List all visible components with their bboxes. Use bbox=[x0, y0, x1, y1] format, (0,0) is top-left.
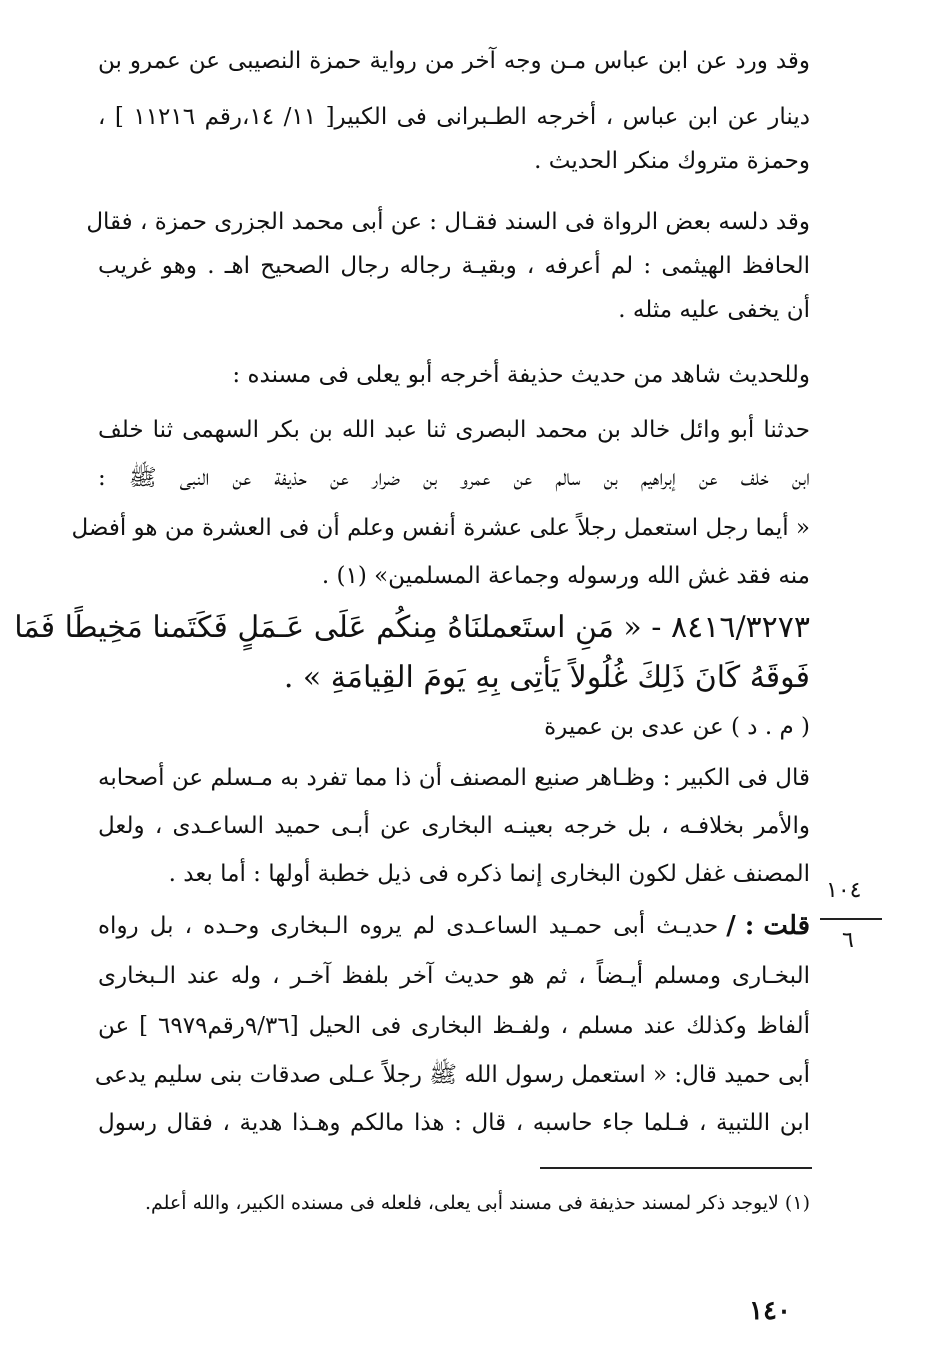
text-line: ألفاظ وكذلك عند مسلم ، ولفـظ البخارى فى الحيل [٩/٣٦رقم٦٩٧٩ ] عن bbox=[98, 1013, 810, 1039]
text-line: وللحديث شاهد من حديث حذيفة أخرجه أبو يعلى فى مسنده : bbox=[232, 362, 810, 388]
qult-line bbox=[98, 906, 810, 946]
text-line: قال فى الكبير : وظـاهر صنيع المصنف أن ذا مما تفرد به مـسلم عن أصحابه bbox=[98, 765, 810, 791]
text-line: والأمر بخلافـه ، بل خرجه بعينـه البخارى عن أبـى حميد الساعـدى ، ولعل bbox=[98, 813, 810, 839]
text-line: ابن اللتبية ، فـلما جاء حاسبه ، قال : هذا مالكم وهـذا هدية ، فقال رسول bbox=[98, 1110, 810, 1136]
footnote-divider bbox=[540, 1167, 812, 1169]
text-line: حدثنا أبو وائل خالد بن محمد البصرى ثنا عبد الله بن بكر السهمى ثنا خلف bbox=[98, 417, 810, 443]
source-attribution: ( م . د ) عن عدى بن عميرة bbox=[544, 714, 810, 740]
text-line: أبى حميد قال: « استعمل رسول الله ﷺ رجلاً عـلى صدقات بنى سليم يدعى bbox=[94, 1062, 810, 1088]
margin-page-sub: ٦ bbox=[842, 928, 854, 953]
footnote: (١) لايوجد ذكر لمسند حذيفة فى مسند أبى يعلى، فلعله فى مسنده الكبير، والله أعلم. bbox=[144, 1192, 810, 1214]
qult-label: قلت : / bbox=[726, 911, 810, 941]
text-line: وقد دلسه بعض الرواة فى السند فقـال : عن أبى محمد الجزرى حمزة ، فقال bbox=[86, 209, 810, 235]
text-line: البخـارى ومسلم أيـضاً ، ثم هو حديث آخر بلفظ آخـر ، وله عند الـبخارى bbox=[98, 963, 810, 989]
text-line: وقد ورد عن ابن عباس مـن وجه آخر من رواية حمزة النصيبى عن عمرو بن bbox=[98, 48, 810, 74]
hadith-line: ٨٤١٦/٣٢٧٣ - « مَنِ استَعملنَاهُ مِنكُم عَلَى عَـمَلٍ فَكَتَمنا مَخِيطًا فَمَا bbox=[14, 610, 810, 645]
text-line: « أيما رجل استعمل رجلاً على عشرة أنفس وعلم أن فى العشرة من هو أفضل bbox=[71, 515, 810, 541]
text-line: ابن خلف عن إبراهيم بن سالم عن عمرو بن ضرار عن حذيفة عن النبى ﷺ : bbox=[98, 465, 810, 491]
text-line: حديـث أبى حمـيد الساعـدى لم يروه الـبخارى وحـده ، بل رواه bbox=[98, 913, 719, 939]
text-line: الحافظ الهيثمى : لم أعرفه ، وبقيـة رجاله رجال الصحيح اهـ . وهو غريب bbox=[98, 253, 810, 279]
text-line: أن يخفى عليه مثله . bbox=[618, 297, 810, 323]
margin-divider bbox=[820, 918, 882, 920]
text-line: المصنف غفل لكون البخارى إنما ذكره فى ذيل خطبة أولها : أما بعد . bbox=[168, 861, 810, 887]
margin-volume-page: ١٠٤ bbox=[826, 878, 862, 903]
text-line: دينار عن ابن عباس ، أخرجه الطـبرانى فى الكبير[ ١١/ ١٤،رقم ١١٢١٦ ] ، bbox=[98, 104, 810, 130]
hadith-line: فَوقَهُ كَانَ ذَلِكَ غُلُولاً يَأتِى بِهِ يَومَ القِيامَةِ » . bbox=[283, 660, 810, 695]
text-line: وحمزة متروك منكر الحديث . bbox=[534, 148, 810, 174]
text-line: منه فقد غش الله ورسوله وجماعة المسلمين» (١) . bbox=[321, 563, 810, 589]
page-number: ١٤٠ bbox=[749, 1296, 791, 1326]
